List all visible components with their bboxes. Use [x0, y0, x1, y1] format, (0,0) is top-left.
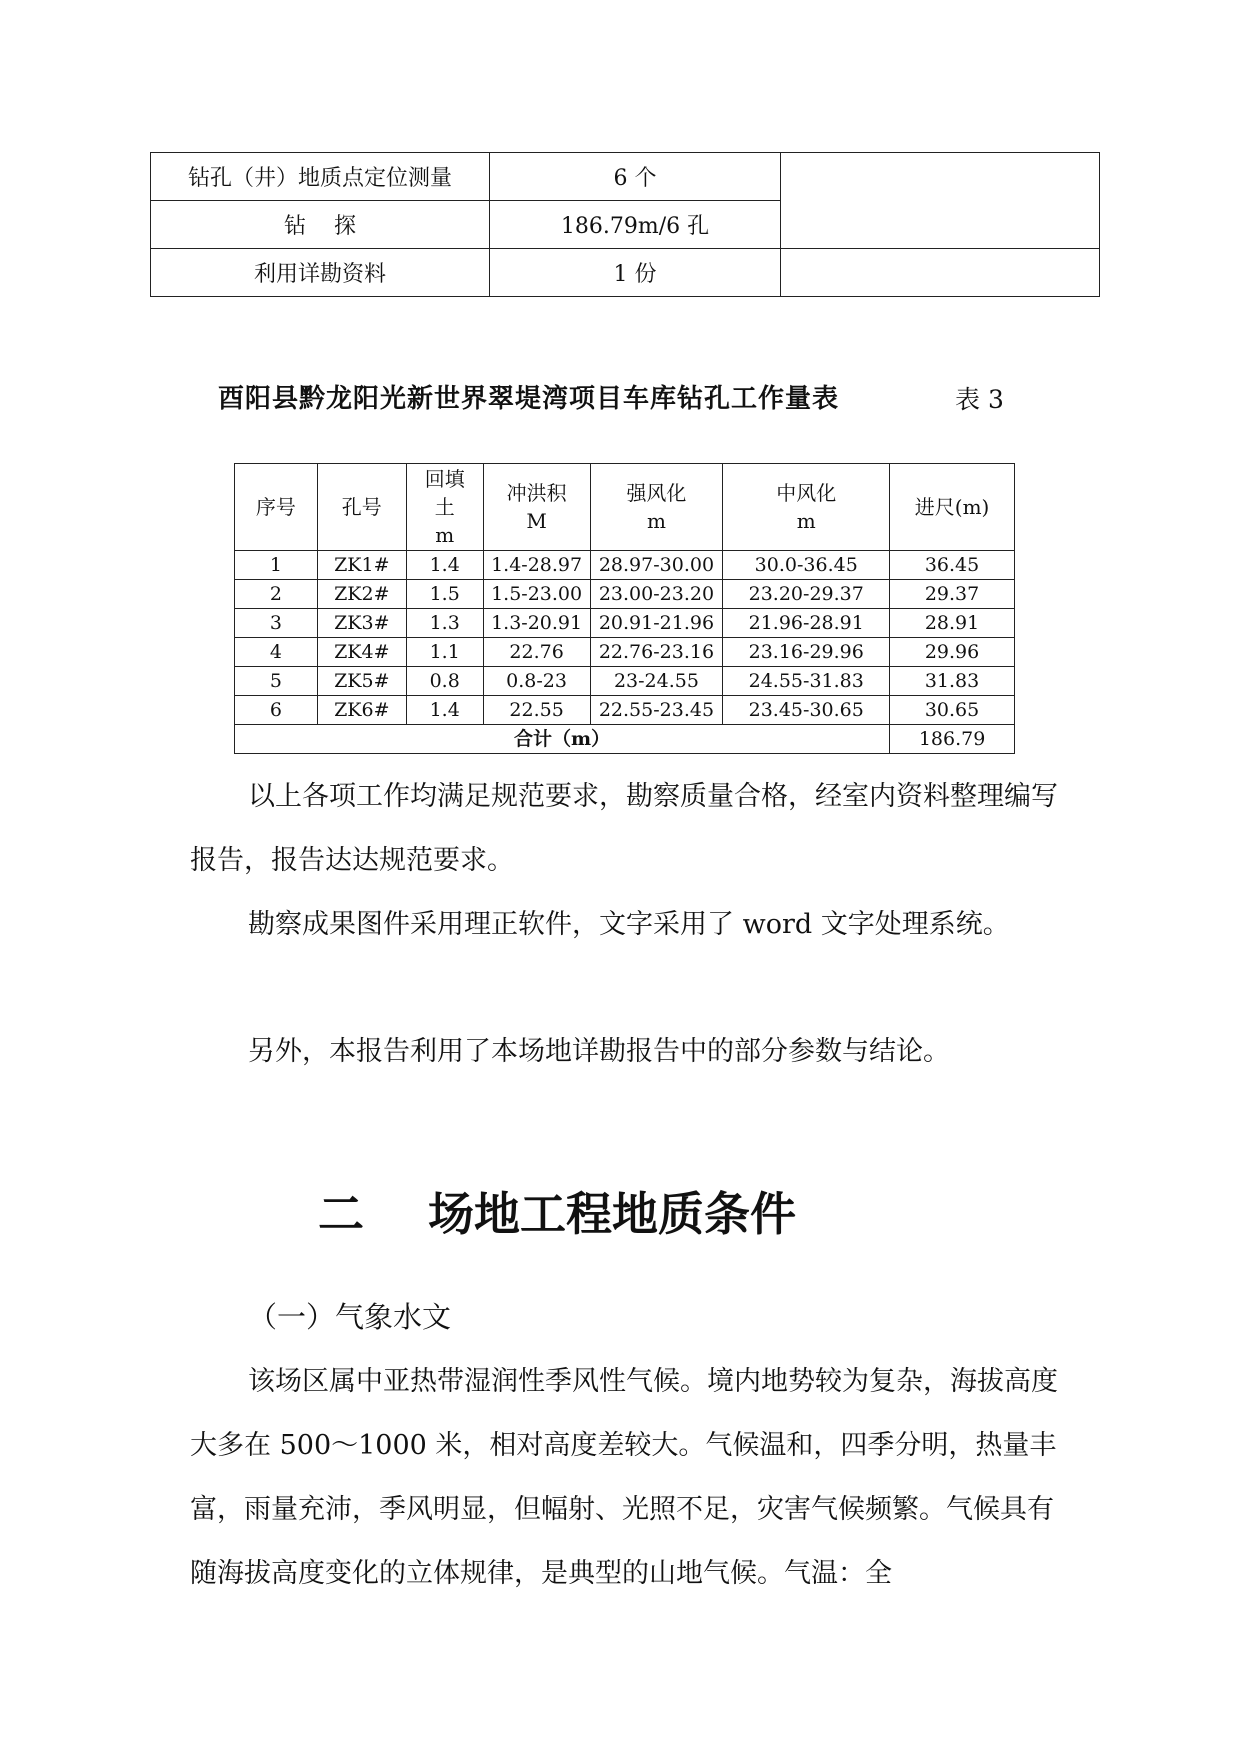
table-cell: 6 个 — [490, 153, 781, 201]
table-cell: 1 份 — [490, 249, 781, 297]
header-text: m — [435, 523, 455, 547]
table-header-cell — [406, 464, 483, 551]
table-cell: ZK2# — [317, 580, 406, 609]
header-text: 进尺(m) — [914, 495, 990, 519]
table-cell: 36.45 — [890, 551, 1015, 580]
table-cell: 0.8-23 — [483, 667, 590, 696]
drilling-workload-table — [234, 463, 1015, 754]
table-header-cell — [483, 464, 590, 551]
table-cell: 20.91-21.96 — [590, 609, 723, 638]
table-caption: 酉阳县黔龙阳光新世界翠堤湾项目车库钻孔工作量表 — [218, 384, 840, 414]
table-cell — [781, 153, 1100, 249]
table-cell: 2 — [235, 580, 318, 609]
table-row — [235, 667, 1015, 696]
table-row — [235, 696, 1015, 725]
table-cell: 29.37 — [890, 580, 1015, 609]
paragraph-software: 勘察成果图件采用理正软件，文字采用了 word 文字处理系统。 — [248, 909, 1010, 940]
header-text: 土 — [434, 495, 455, 519]
table-cell: ZK1# — [317, 551, 406, 580]
table-cell: ZK6# — [317, 696, 406, 725]
table-cell: 1.4-28.97 — [483, 551, 590, 580]
table-row — [235, 638, 1015, 667]
table-cell: 3 — [235, 609, 318, 638]
table-cell: 1.4 — [406, 696, 483, 725]
table-cell: 29.96 — [890, 638, 1015, 667]
table-cell: 30.0-36.45 — [723, 551, 890, 580]
table-cell: 28.91 — [890, 609, 1015, 638]
paragraph-reference: 另外，本报告利用了本场地详勘报告中的部分参数与结论。 — [248, 1036, 950, 1067]
table-cell: 22.76-23.16 — [590, 638, 723, 667]
table-cell: 23.45-30.65 — [723, 696, 890, 725]
table-cell: 1.3-20.91 — [483, 609, 590, 638]
table-cell — [781, 249, 1100, 297]
table-cell: 1.4 — [406, 551, 483, 580]
header-text: 序号 — [255, 495, 296, 519]
table-header-cell — [317, 464, 406, 551]
table-total-row — [235, 725, 1015, 754]
table-header-row — [235, 464, 1015, 551]
table-cell: 钻孔（井）地质点定位测量 — [151, 153, 490, 201]
table-header-cell — [235, 464, 318, 551]
table-cell: 6 — [235, 696, 318, 725]
table-cell: ZK4# — [317, 638, 406, 667]
table-row — [235, 580, 1015, 609]
table-cell: 利用详勘资料 — [151, 249, 490, 297]
total-value: 186.79 — [890, 725, 1015, 754]
table-row — [151, 249, 1100, 297]
total-label: 合计（m） — [235, 725, 890, 754]
header-text: 回填 — [424, 467, 465, 491]
table-header-cell — [723, 464, 890, 551]
table-cell: 23.16-29.96 — [723, 638, 890, 667]
table-cell: 23.20-29.37 — [723, 580, 890, 609]
header-text: 中风化 — [776, 481, 837, 505]
table-cell: 22.76 — [483, 638, 590, 667]
header-text: 冲洪积 — [506, 481, 567, 505]
sub-heading: （一）气象水文 — [248, 1300, 452, 1334]
table-cell: 1.5 — [406, 580, 483, 609]
table-cell: 31.83 — [890, 667, 1015, 696]
section-heading: 二 场地工程地质条件 — [318, 1187, 797, 1241]
table-cell: 1.5-23.00 — [483, 580, 590, 609]
table-cell: 钻 探 — [151, 201, 490, 249]
header-text: m — [796, 509, 816, 533]
table-cell: 0.8 — [406, 667, 483, 696]
table-cell: 1.1 — [406, 638, 483, 667]
header-text: 强风化 — [626, 481, 687, 505]
table-cell: 5 — [235, 667, 318, 696]
header-text: m — [646, 509, 666, 533]
table-cell: 186.79m/6 孔 — [490, 201, 781, 249]
table-cell: 22.55-23.45 — [590, 696, 723, 725]
table-cell: 4 — [235, 638, 318, 667]
table-cell: ZK3# — [317, 609, 406, 638]
table-cell: 23.00-23.20 — [590, 580, 723, 609]
table-number: 表 3 — [955, 385, 1004, 414]
table-cell: 1 — [235, 551, 318, 580]
table-header-cell — [590, 464, 723, 551]
table-row — [235, 609, 1015, 638]
table-row — [151, 153, 1100, 201]
paragraph-climate: 该场区属中亚热带湿润性季风性气候。境内地势较为复杂，海拔高度大多在 500～1000 米，相对高度差较大。气候温和，四季分明，热量丰富，雨量充沛，季风明显，但幅射、光照不足，灾害气候频繁。气候具有随海拔高度变化的立体规律，是典型的山地气候。气温：全 — [190, 1366, 1058, 1589]
table-cell: 22.55 — [483, 696, 590, 725]
table-header-cell — [890, 464, 1015, 551]
table-cell: 23-24.55 — [590, 667, 723, 696]
table-cell: 30.65 — [890, 696, 1015, 725]
table-row — [235, 551, 1015, 580]
header-text: 孔号 — [341, 495, 382, 519]
table-cell: 28.97-30.00 — [590, 551, 723, 580]
summary-table — [150, 152, 1100, 297]
table-cell: ZK5# — [317, 667, 406, 696]
table-cell: 1.3 — [406, 609, 483, 638]
table-cell: 21.96-28.91 — [723, 609, 890, 638]
header-text: M — [526, 509, 547, 533]
table-cell: 24.55-31.83 — [723, 667, 890, 696]
paragraph-quality: 以上各项工作均满足规范要求，勘察质量合格，经室内资料整理编写报告，报告达达规范要求。 — [190, 781, 1058, 876]
